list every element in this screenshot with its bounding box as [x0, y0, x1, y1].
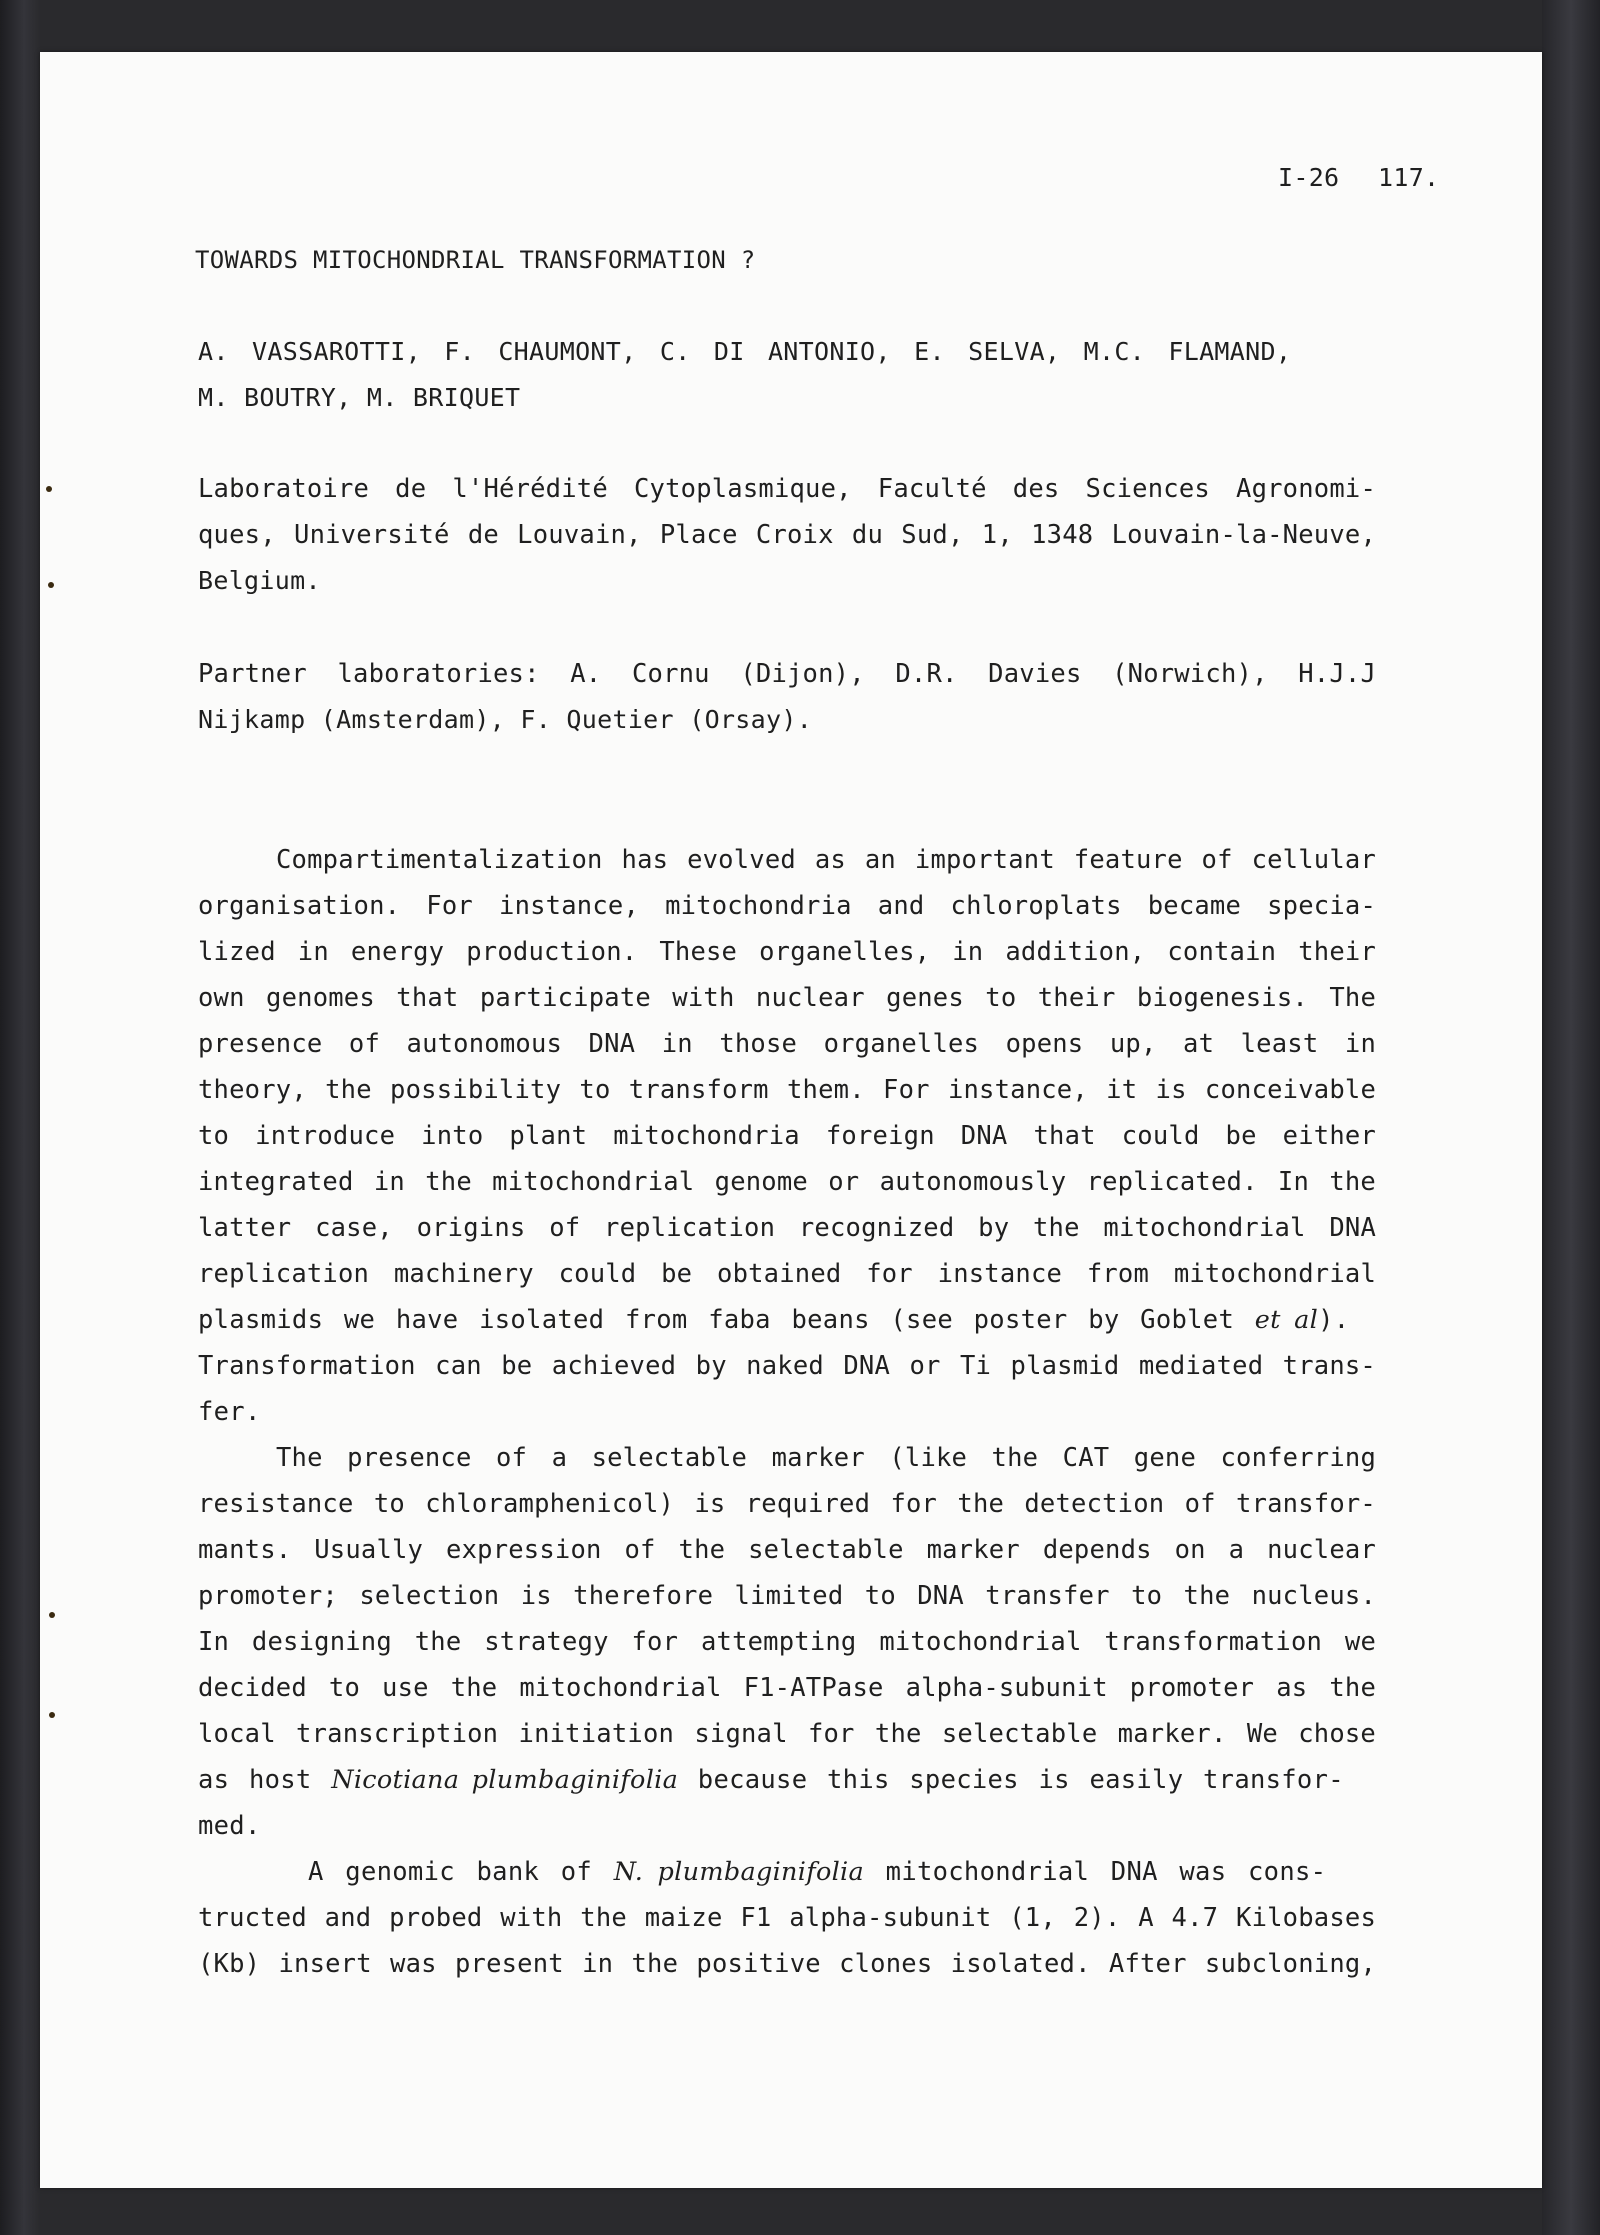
body-p1-line-7: to introduce into plant mitochondria foreign DNA that could be either — [198, 1121, 1376, 1151]
punch-mark — [46, 486, 52, 492]
punch-mark — [49, 1612, 55, 1618]
punch-mark — [49, 1712, 55, 1718]
punch-mark — [48, 582, 54, 588]
body-p2-line-6: decided to use the mitochondrial F1-ATPase alpha-subunit promoter as the — [198, 1673, 1376, 1703]
body-p1-line-3: lized in energy production. These organelles, in addition, contain their — [198, 937, 1376, 967]
body-p2-line-1: The presence of a selectable marker (like the CAT gene conferring — [276, 1443, 1376, 1473]
body-p3-line-1: A genomic bank of N. plumbaginifolia mitochondrial DNA was cons- — [308, 1857, 1327, 1887]
body-p1-line-2: organisation. For instance, mitochondria and chloroplats became specia- — [198, 891, 1376, 921]
body-p1-line-6: theory, the possibility to transform them. For instance, it is conceivable — [198, 1075, 1376, 1105]
partners-line-2: Nijkamp (Amsterdam), F. Quetier (Orsay). — [198, 705, 813, 734]
authors-line-2: M. BOUTRY, M. BRIQUET — [198, 383, 521, 412]
body-p1-line-12: Transformation can be achieved by naked DNA or Ti plasmid mediated trans- — [198, 1351, 1376, 1381]
affiliation-line-2: ques, Université de Louvain, Place Croix du Sud, 1, 1348 Louvain-la-Neuve, — [198, 520, 1376, 550]
italic-et-al: et al — [1254, 1305, 1319, 1335]
page-code: I-26 — [1278, 163, 1340, 192]
page-number: 117. — [1378, 163, 1440, 192]
body-p1-line-5: presence of autonomous DNA in those organelles opens up, at least in — [198, 1029, 1376, 1059]
body-p2-line-8: as host Nicotiana plumbaginifolia because this species is easily transfor- — [198, 1765, 1344, 1795]
scan-background-right — [1542, 0, 1600, 2235]
body-p2-line-5: In designing the strategy for attempting mitochondrial transformation we — [198, 1627, 1376, 1657]
body-p2-line-2: resistance to chloramphenicol) is required for the detection of transfor- — [198, 1489, 1376, 1519]
affiliation-line-1: Laboratoire de l'Hérédité Cytoplasmique, Faculté des Sciences Agronomi- — [198, 474, 1376, 504]
scan-background-left — [0, 0, 40, 2235]
body-p3-line-3: (Kb) insert was present in the positive clones isolated. After subcloning, — [198, 1949, 1376, 1979]
document-page — [40, 52, 1542, 2188]
body-p1-line-4: own genomes that participate with nuclear genes to their biogenesis. The — [198, 983, 1376, 1013]
italic-species-name: Nicotiana plumbaginifolia — [331, 1765, 679, 1795]
body-p2-line-7: local transcription initiation signal for the selectable marker. We chose — [198, 1719, 1376, 1749]
body-p1-line-10: replication machinery could be obtained for instance from mitochondrial — [198, 1259, 1376, 1289]
body-p1-line-11: plasmids we have isolated from faba beans (see poster by Goblet et al). — [198, 1305, 1350, 1335]
body-p1-line-9: latter case, origins of replication recognized by the mitochondrial DNA — [198, 1213, 1376, 1243]
body-p2-line-9: med. — [198, 1811, 261, 1841]
italic-species-abbrev: N. plumbaginifolia — [613, 1857, 865, 1887]
body-p3-line-2: tructed and probed with the maize F1 alpha-subunit (1, 2). A 4.7 Kilobases — [198, 1903, 1376, 1933]
body-p2-line-4: promoter; selection is therefore limited to DNA transfer to the nucleus. — [198, 1581, 1376, 1611]
paper-title: TOWARDS MITOCHONDRIAL TRANSFORMATION ? — [195, 246, 756, 274]
authors-line-1: A. VASSAROTTI, F. CHAUMONT, C. DI ANTONIO, E. SELVA, M.C. FLAMAND, — [198, 337, 1292, 366]
partners-line-1: Partner laboratories: A. Cornu (Dijon), D.R. Davies (Norwich), H.J.J — [198, 659, 1376, 689]
body-p1-line-8: integrated in the mitochondrial genome or autonomously replicated. In the — [198, 1167, 1376, 1197]
affiliation-line-3: Belgium. — [198, 566, 321, 595]
body-p1-line-13: fer. — [198, 1397, 261, 1427]
body-p2-line-3: mants. Usually expression of the selectable marker depends on a nuclear — [198, 1535, 1376, 1565]
body-p1-line-1: Compartimentalization has evolved as an important feature of cellular — [276, 845, 1376, 875]
